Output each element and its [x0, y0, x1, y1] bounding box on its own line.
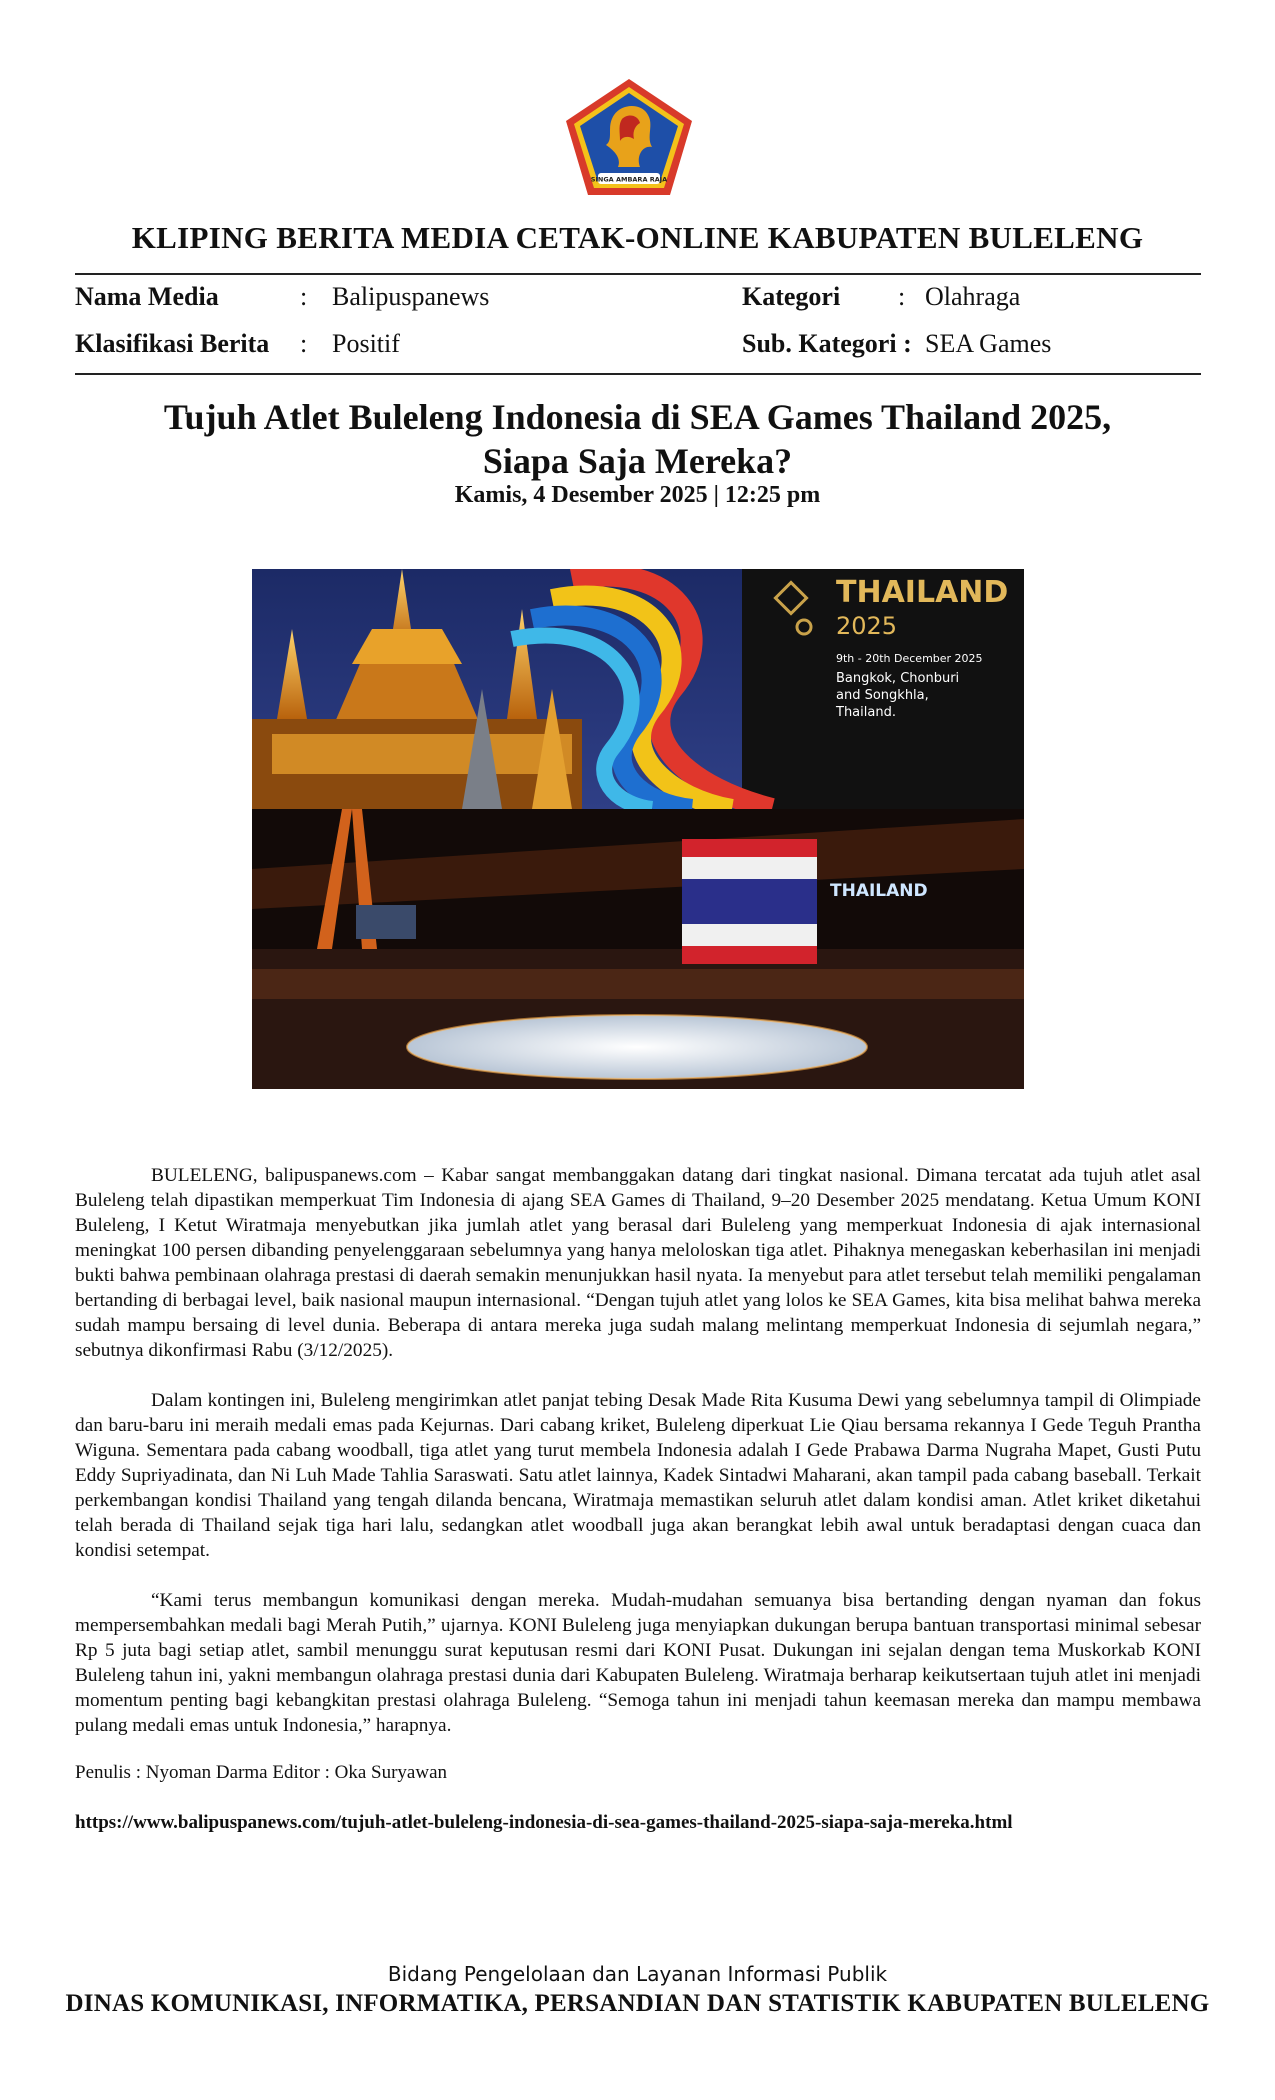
photo-venue-line-2: and Songkhla, [836, 688, 929, 703]
kategori-label: Kategori [742, 282, 841, 311]
clipping-header-title: KLIPING BERITA MEDIA CETAK-ONLINE KABUPATEN BULELENG [131, 220, 1144, 255]
buleleng-emblem-logo [562, 75, 696, 199]
nama-media-value: Balipuspanews [332, 282, 490, 311]
article-paragraph: BULELENG, balipuspanews.com – Kabar sangat membanggakan datang dari tingkat nasional. Dimana tercatat ada tujuh atlet asal Buleleng telah dipastikan memperkuat Tim Indonesia di ajang SEA Games di Thailand, 9–20 Desember 2025 mendatang. Ketua Umum KONI Buleleng, I Ketut Wiratmaja menyebutkan jika jumlah atlet yang berasal dari Buleleng yang memperkuat Indonesia di ajak internasional meningkat 100 persen dibanding penyelenggaraan sebelumnya yang hanya meloloskan tiga atlet. Pihaknya menegaskan keberhasilan ini menjadi bukti bahwa pembinaan olahraga prestasi di daerah semakin menunjukkan hasil nyata. Ia menyebut para atlet tersebut telah memiliki pengalaman bertanding di berbagai level, baik nasional maupun internasional. “Dengan tujuh atlet yang lolos ke SEA Games, kita bisa melihat bahwa mereka sudah mampu bersaing di level dunia. Beberapa di antara mereka juga sudah malang melintang memperkuat Indonesia di sejumlah negara,” sebutnya dikonfirmasi Rabu (3/12/2025). [75, 1165, 1201, 1361]
logo-caption-text: SINGA AMBARA RAJA [590, 175, 668, 184]
footer-agency: DINAS KOMUNIKASI, INFORMATIKA, PERSANDIAN DAN STATISTIK KABUPATEN BULELENG [65, 1990, 1210, 2017]
author-credit: Penulis : Nyoman Darma Editor : Oka Suryawan [75, 1762, 448, 1783]
colon: : [300, 329, 308, 358]
article-title-line-2: Siapa Saja Mereka? [482, 441, 793, 481]
nama-media-label: Nama Media [75, 282, 219, 311]
divider-bottom [75, 373, 1201, 375]
footer-department: Bidang Pengelolaan dan Layanan Informasi Publik [387, 1962, 888, 1986]
sub-kategori-value: SEA Games [925, 329, 1052, 358]
photo-venue-line-1: Bangkok, Chonburi [836, 671, 960, 686]
article-paragraph: “Kami terus membangun komunikasi dengan mereka. Mudah-mudahan semuanya bisa bertanding dengan nyaman dan fokus mempersembahkan medali bagi Merah Putih,” ujarnya. KONI Buleleng juga menyiapkan dukungan berupa bantuan transportasi minimal sebesar Rp 5 juta bagi setiap atlet, sambil menunggu surat keputusan resmi dari KONI Pusat. Dukungan ini sejalan dengan tema Muskorkab KONI Buleleng tahun ini, yakni membangun olahraga prestasi dunia dari Kabupaten Buleleng. Wiratmaja berharap keikutsertaan tujuh atlet ini menjadi momentum penting bagi kebangkitan prestasi olahraga Buleleng. “Semoga tahun ini menjadi tahun keemasan mereka dan mampu membawa pulang medali emas untuk Indonesia,” harapnya. [75, 1590, 1201, 1736]
colon: : [898, 282, 906, 311]
article-date: Kamis, 4 Desember 2025 | 12:25 pm [454, 482, 821, 508]
photo-dates-text: 9th - 20th December 2025 [836, 652, 983, 665]
article-title-line-1: Tujuh Atlet Buleleng Indonesia di SEA Games Thailand 2025, [163, 397, 1112, 437]
thai-flag-screen [682, 839, 817, 964]
article-paragraph: Dalam kontingen ini, Buleleng mengirimkan atlet panjat tebing Desak Made Rita Kusuma Dewi yang sebelumnya tampil di Olimpiade dan baru-baru ini meraih medali emas pada Kejurnas. Dari cabang kriket, Buleleng diperkuat Lie Qiau bersama rekannya I Gede Teguh Prantha Wiguna. Sementara pada cabang woodball, tiga atlet yang turut membela Indonesia adalah I Gede Prabawa Darma Nugraha Mapet, Gusti Putu Eddy Supriyadinata, dan Ni Luh Made Tahlia Saraswati. Satu atlet lainnya, Kadek Sintadwi Maharani, akan tampil pada cabang baseball. Terkait perkembangan kondisi Thailand yang tengah dilanda bencana, Wiratmaja memastikan seluruh atlet dalam kondisi aman. Atlet kriket diketahui telah berada di Thailand sejak tiga hari lalu, sedangkan atlet woodball juga akan berangkat lebih awal untuk beradaptasi dengan cuaca dan kondisi setempat. [75, 1390, 1201, 1561]
colon: : [300, 282, 308, 311]
photo-brand-text: THAILAND [836, 575, 1009, 610]
klasifikasi-value: Positif [332, 329, 400, 358]
photo-venue-line-3: Thailand. [836, 705, 896, 720]
divider-top [75, 273, 1201, 275]
article-photo [252, 569, 1024, 1089]
source-url-link[interactable]: https://www.balipuspanews.com/tujuh-atlet-buleleng-indonesia-di-sea-games-thailand-2025-siapa-saja-mereka.html [75, 1812, 1013, 1833]
article-title [0, 395, 1275, 483]
sub-kategori-label: Sub. Kategori : [742, 329, 912, 358]
article-body [75, 1163, 1201, 1763]
kategori-value: Olahraga [925, 282, 1021, 311]
klasifikasi-label: Klasifikasi Berita [75, 329, 270, 358]
stadium-sign-text: THAILAND [830, 881, 928, 901]
photo-year-text: 2025 [836, 612, 898, 640]
